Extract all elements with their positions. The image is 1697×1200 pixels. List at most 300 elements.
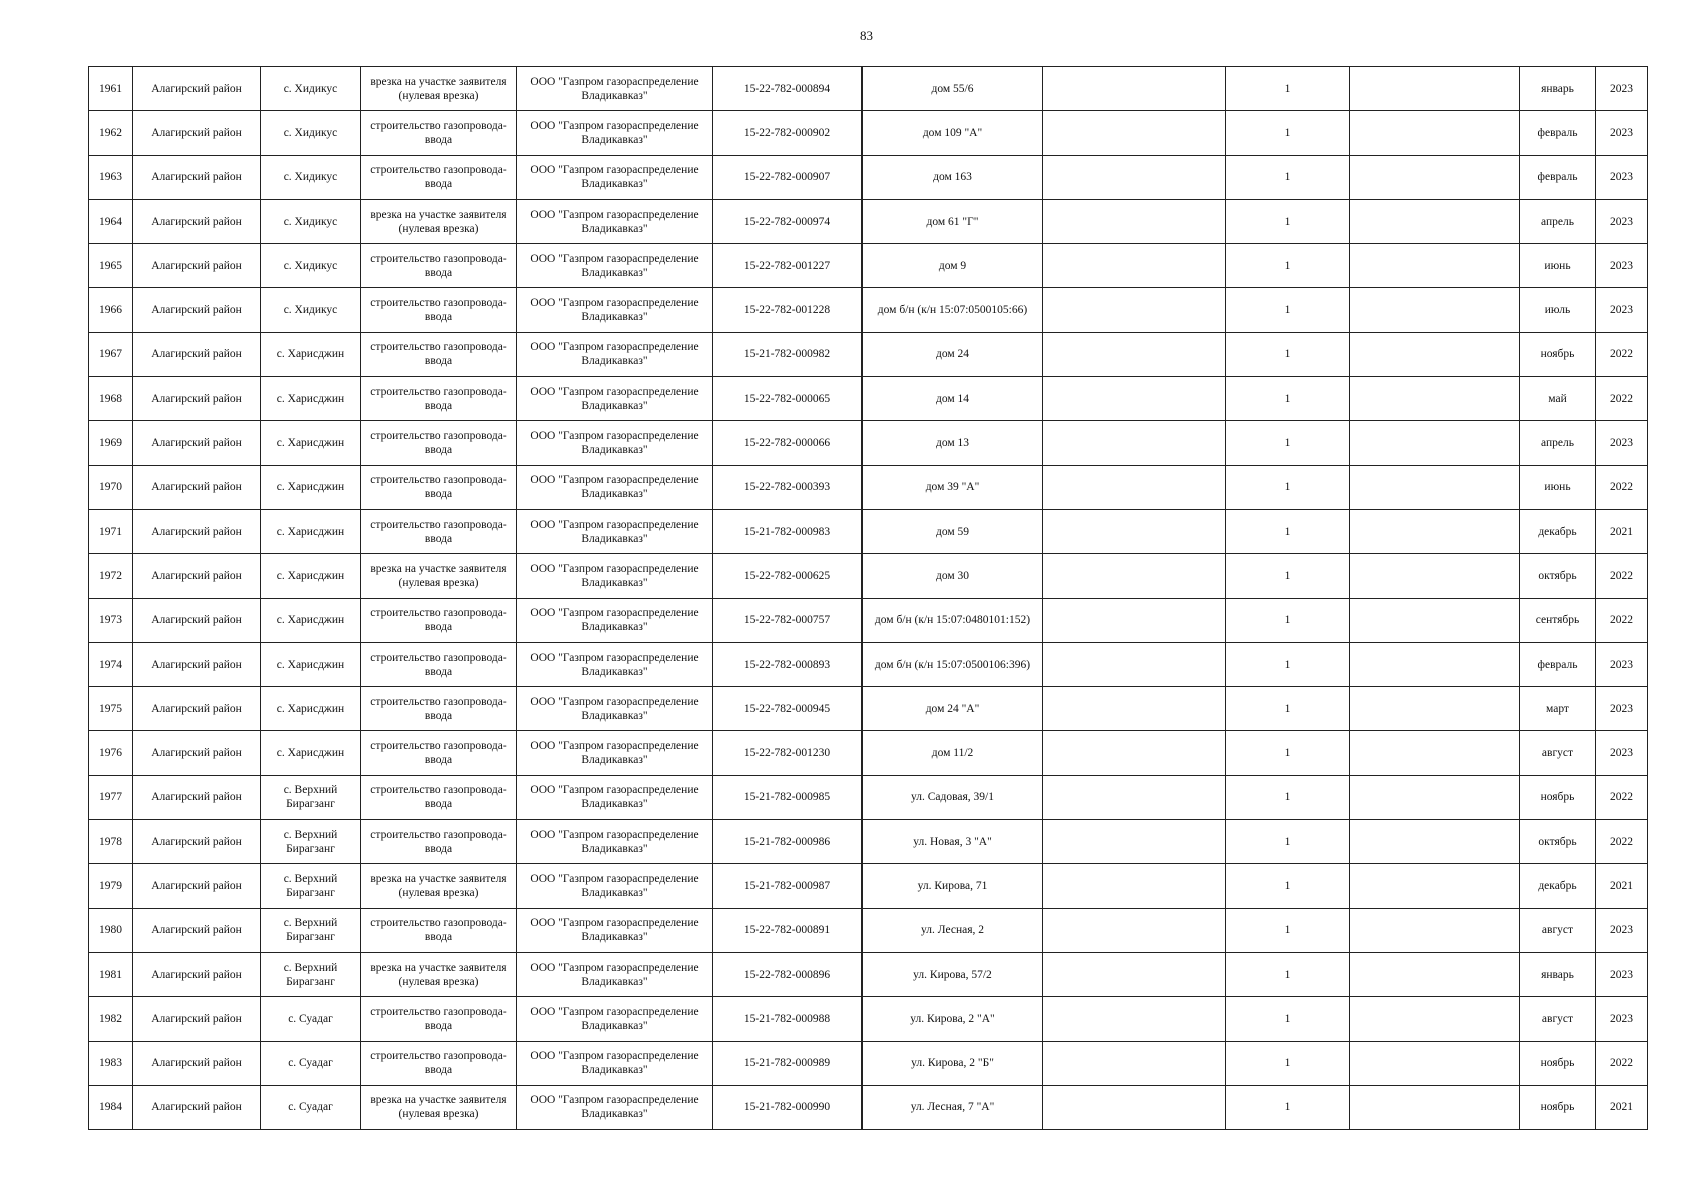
year-cell: 2023 bbox=[1596, 199, 1648, 243]
work-type-cell: строительство газопровода-ввода bbox=[361, 687, 517, 731]
blank-cell bbox=[1043, 465, 1226, 509]
work-type-cell: строительство газопровода-ввода bbox=[361, 908, 517, 952]
month-cell: ноябрь bbox=[1520, 1085, 1596, 1129]
request-code-cell: 15-21-782-000983 bbox=[713, 509, 862, 553]
request-code-cell: 15-22-782-001227 bbox=[713, 244, 862, 288]
year-cell: 2022 bbox=[1596, 820, 1648, 864]
settlement-cell: с. Харисджин bbox=[261, 731, 361, 775]
year-cell: 2023 bbox=[1596, 155, 1648, 199]
month-cell: декабрь bbox=[1520, 509, 1596, 553]
year-cell: 2023 bbox=[1596, 67, 1648, 111]
row-number-cell: 1976 bbox=[89, 731, 133, 775]
row-number-cell: 1974 bbox=[89, 642, 133, 686]
settlement-cell: с. Хидикус bbox=[261, 288, 361, 332]
year-cell: 2023 bbox=[1596, 687, 1648, 731]
month-cell: март bbox=[1520, 687, 1596, 731]
organization-cell: ООО "Газпром газораспределение Владикавказ" bbox=[517, 111, 713, 155]
year-cell: 2023 bbox=[1596, 244, 1648, 288]
request-code-cell: 15-22-782-000757 bbox=[713, 598, 862, 642]
blank-cell bbox=[1043, 111, 1226, 155]
month-cell: апрель bbox=[1520, 199, 1596, 243]
work-type-cell: врезка на участке заявителя (нулевая врезка) bbox=[361, 864, 517, 908]
blank-cell bbox=[1350, 421, 1520, 465]
table-row bbox=[89, 199, 1648, 243]
month-cell: август bbox=[1520, 997, 1596, 1041]
organization-cell: ООО "Газпром газораспределение Владикавказ" bbox=[517, 1041, 713, 1085]
organization-cell: ООО "Газпром газораспределение Владикавказ" bbox=[517, 155, 713, 199]
row-number-cell: 1971 bbox=[89, 509, 133, 553]
table-row bbox=[89, 908, 1648, 952]
blank-cell bbox=[1043, 598, 1226, 642]
month-cell: декабрь bbox=[1520, 864, 1596, 908]
table-row bbox=[89, 864, 1648, 908]
table-row bbox=[89, 554, 1648, 598]
quantity-cell: 1 bbox=[1226, 554, 1350, 598]
table-row bbox=[89, 687, 1648, 731]
address-cell: дом 11/2 bbox=[863, 731, 1043, 775]
year-cell: 2022 bbox=[1596, 554, 1648, 598]
district-cell: Алагирский район bbox=[133, 421, 261, 465]
quantity-cell: 1 bbox=[1226, 997, 1350, 1041]
quantity-cell: 1 bbox=[1226, 67, 1350, 111]
blank-cell bbox=[1043, 731, 1226, 775]
settlement-cell: с. Верхний Бирагзанг bbox=[261, 775, 361, 819]
table-row bbox=[89, 288, 1648, 332]
month-cell: май bbox=[1520, 377, 1596, 421]
blank-cell bbox=[1350, 67, 1520, 111]
settlement-cell: с. Суадаг bbox=[261, 997, 361, 1041]
district-cell: Алагирский район bbox=[133, 155, 261, 199]
blank-cell bbox=[1350, 199, 1520, 243]
district-cell: Алагирский район bbox=[133, 908, 261, 952]
work-type-cell: строительство газопровода-ввода bbox=[361, 731, 517, 775]
quantity-cell: 1 bbox=[1226, 155, 1350, 199]
blank-cell bbox=[1043, 67, 1226, 111]
quantity-cell: 1 bbox=[1226, 1041, 1350, 1085]
organization-cell: ООО "Газпром газораспределение Владикавказ" bbox=[517, 687, 713, 731]
organization-cell: ООО "Газпром газораспределение Владикавказ" bbox=[517, 864, 713, 908]
address-cell: дом б/н (к/н 15:07:0500105:66) bbox=[863, 288, 1043, 332]
address-cell: дом 163 bbox=[863, 155, 1043, 199]
quantity-cell: 1 bbox=[1226, 775, 1350, 819]
address-cell: ул. Кирова, 2 "А" bbox=[863, 997, 1043, 1041]
request-code-cell: 15-21-782-000990 bbox=[713, 1085, 862, 1129]
table-row bbox=[89, 244, 1648, 288]
row-number-cell: 1961 bbox=[89, 67, 133, 111]
year-cell: 2023 bbox=[1596, 111, 1648, 155]
quantity-cell: 1 bbox=[1226, 421, 1350, 465]
blank-cell bbox=[1350, 687, 1520, 731]
district-cell: Алагирский район bbox=[133, 642, 261, 686]
settlement-cell: с. Хидикус bbox=[261, 67, 361, 111]
organization-cell: ООО "Газпром газораспределение Владикавказ" bbox=[517, 731, 713, 775]
organization-cell: ООО "Газпром газораспределение Владикавказ" bbox=[517, 332, 713, 376]
quantity-cell: 1 bbox=[1226, 731, 1350, 775]
work-type-cell: строительство газопровода-ввода bbox=[361, 465, 517, 509]
request-code-cell: 15-22-782-000625 bbox=[713, 554, 862, 598]
blank-cell bbox=[1350, 1041, 1520, 1085]
blank-cell bbox=[1043, 864, 1226, 908]
table-row bbox=[89, 465, 1648, 509]
district-cell: Алагирский район bbox=[133, 1085, 261, 1129]
month-cell: февраль bbox=[1520, 642, 1596, 686]
work-type-cell: строительство газопровода-ввода bbox=[361, 598, 517, 642]
address-cell: дом 59 bbox=[863, 509, 1043, 553]
table-row bbox=[89, 155, 1648, 199]
quantity-cell: 1 bbox=[1226, 864, 1350, 908]
work-type-cell: строительство газопровода-ввода bbox=[361, 155, 517, 199]
blank-cell bbox=[1350, 155, 1520, 199]
row-number-cell: 1972 bbox=[89, 554, 133, 598]
year-cell: 2023 bbox=[1596, 997, 1648, 1041]
district-cell: Алагирский район bbox=[133, 509, 261, 553]
district-cell: Алагирский район bbox=[133, 687, 261, 731]
blank-cell bbox=[1043, 199, 1226, 243]
district-cell: Алагирский район bbox=[133, 288, 261, 332]
request-code-cell: 15-21-782-000982 bbox=[713, 332, 862, 376]
quantity-cell: 1 bbox=[1226, 244, 1350, 288]
organization-cell: ООО "Газпром газораспределение Владикавказ" bbox=[517, 421, 713, 465]
address-cell: ул. Лесная, 7 "А" bbox=[863, 1085, 1043, 1129]
table-row bbox=[89, 377, 1648, 421]
year-cell: 2022 bbox=[1596, 598, 1648, 642]
quantity-cell: 1 bbox=[1226, 687, 1350, 731]
request-code-cell: 15-22-782-001230 bbox=[713, 731, 862, 775]
address-cell: дом 109 "А" bbox=[863, 111, 1043, 155]
work-type-cell: врезка на участке заявителя (нулевая врезка) bbox=[361, 199, 517, 243]
address-cell: ул. Кирова, 71 bbox=[863, 864, 1043, 908]
row-number-cell: 1964 bbox=[89, 199, 133, 243]
row-number-cell: 1982 bbox=[89, 997, 133, 1041]
row-number-cell: 1962 bbox=[89, 111, 133, 155]
quantity-cell: 1 bbox=[1226, 598, 1350, 642]
organization-cell: ООО "Газпром газораспределение Владикавказ" bbox=[517, 509, 713, 553]
month-cell: ноябрь bbox=[1520, 332, 1596, 376]
address-cell: дом 30 bbox=[863, 554, 1043, 598]
table-row bbox=[89, 997, 1648, 1041]
blank-cell bbox=[1043, 332, 1226, 376]
settlement-cell: с. Харисджин bbox=[261, 598, 361, 642]
request-code-cell: 15-22-782-000393 bbox=[713, 465, 862, 509]
blank-cell bbox=[1350, 775, 1520, 819]
row-number-cell: 1963 bbox=[89, 155, 133, 199]
organization-cell: ООО "Газпром газораспределение Владикавказ" bbox=[517, 820, 713, 864]
address-cell: дом 13 bbox=[863, 421, 1043, 465]
settlement-cell: с. Верхний Бирагзанг bbox=[261, 820, 361, 864]
settlement-cell: с. Харисджин bbox=[261, 687, 361, 731]
address-cell: ул. Лесная, 2 bbox=[863, 908, 1043, 952]
blank-cell bbox=[1043, 377, 1226, 421]
work-type-cell: строительство газопровода-ввода bbox=[361, 377, 517, 421]
blank-cell bbox=[1043, 952, 1226, 996]
quantity-cell: 1 bbox=[1226, 288, 1350, 332]
blank-cell bbox=[1350, 642, 1520, 686]
district-cell: Алагирский район bbox=[133, 997, 261, 1041]
blank-cell bbox=[1043, 155, 1226, 199]
district-cell: Алагирский район bbox=[133, 731, 261, 775]
settlement-cell: с. Верхний Бирагзанг bbox=[261, 908, 361, 952]
year-cell: 2023 bbox=[1596, 288, 1648, 332]
address-cell: дом 24 "А" bbox=[863, 687, 1043, 731]
row-number-cell: 1979 bbox=[89, 864, 133, 908]
request-code-cell: 15-21-782-000987 bbox=[713, 864, 862, 908]
district-cell: Алагирский район bbox=[133, 377, 261, 421]
table-row bbox=[89, 952, 1648, 996]
page-number: 83 bbox=[860, 28, 873, 43]
request-code-cell: 15-22-782-000065 bbox=[713, 377, 862, 421]
year-cell: 2023 bbox=[1596, 952, 1648, 996]
blank-cell bbox=[1043, 288, 1226, 332]
table-row bbox=[89, 332, 1648, 376]
table-row bbox=[89, 67, 1648, 111]
request-code-cell: 15-21-782-000986 bbox=[713, 820, 862, 864]
row-number-cell: 1973 bbox=[89, 598, 133, 642]
year-cell: 2022 bbox=[1596, 465, 1648, 509]
work-type-cell: строительство газопровода-ввода bbox=[361, 775, 517, 819]
blank-cell bbox=[1043, 1085, 1226, 1129]
organization-cell: ООО "Газпром газораспределение Владикавказ" bbox=[517, 775, 713, 819]
month-cell: сентябрь bbox=[1520, 598, 1596, 642]
quantity-cell: 1 bbox=[1226, 642, 1350, 686]
request-code-cell: 15-21-782-000985 bbox=[713, 775, 862, 819]
settlement-cell: с. Суадаг bbox=[261, 1041, 361, 1085]
request-code-cell: 15-22-782-000902 bbox=[713, 111, 862, 155]
organization-cell: ООО "Газпром газораспределение Владикавказ" bbox=[517, 377, 713, 421]
blank-cell bbox=[1350, 952, 1520, 996]
blank-cell bbox=[1043, 687, 1226, 731]
district-cell: Алагирский район bbox=[133, 244, 261, 288]
district-cell: Алагирский район bbox=[133, 199, 261, 243]
address-cell: дом б/н (к/н 15:07:0500106:396) bbox=[863, 642, 1043, 686]
year-cell: 2022 bbox=[1596, 377, 1648, 421]
table-row bbox=[89, 820, 1648, 864]
blank-cell bbox=[1350, 244, 1520, 288]
work-type-cell: строительство газопровода-ввода bbox=[361, 509, 517, 553]
work-type-cell: строительство газопровода-ввода bbox=[361, 332, 517, 376]
blank-cell bbox=[1350, 554, 1520, 598]
month-cell: август bbox=[1520, 908, 1596, 952]
table-row bbox=[89, 509, 1648, 553]
request-code-cell: 15-22-782-000945 bbox=[713, 687, 862, 731]
quantity-cell: 1 bbox=[1226, 820, 1350, 864]
blank-cell bbox=[1350, 288, 1520, 332]
blank-cell bbox=[1350, 598, 1520, 642]
settlement-cell: с. Харисджин bbox=[261, 421, 361, 465]
work-type-cell: строительство газопровода-ввода bbox=[361, 244, 517, 288]
quantity-cell: 1 bbox=[1226, 332, 1350, 376]
row-number-cell: 1977 bbox=[89, 775, 133, 819]
table-row bbox=[89, 421, 1648, 465]
settlement-cell: с. Хидикус bbox=[261, 244, 361, 288]
registry-table bbox=[88, 66, 1648, 1130]
blank-cell bbox=[1043, 997, 1226, 1041]
settlement-cell: с. Верхний Бирагзанг bbox=[261, 952, 361, 996]
blank-cell bbox=[1350, 377, 1520, 421]
organization-cell: ООО "Газпром газораспределение Владикавказ" bbox=[517, 465, 713, 509]
year-cell: 2022 bbox=[1596, 775, 1648, 819]
request-code-cell: 15-22-782-000891 bbox=[713, 908, 862, 952]
month-cell: октябрь bbox=[1520, 820, 1596, 864]
blank-cell bbox=[1350, 465, 1520, 509]
blank-cell bbox=[1043, 244, 1226, 288]
blank-cell bbox=[1350, 1085, 1520, 1129]
work-type-cell: строительство газопровода-ввода bbox=[361, 1041, 517, 1085]
organization-cell: ООО "Газпром газораспределение Владикавказ" bbox=[517, 1085, 713, 1129]
district-cell: Алагирский район bbox=[133, 864, 261, 908]
month-cell: июль bbox=[1520, 288, 1596, 332]
settlement-cell: с. Харисджин bbox=[261, 554, 361, 598]
table-row bbox=[89, 1085, 1648, 1129]
row-number-cell: 1965 bbox=[89, 244, 133, 288]
year-cell: 2022 bbox=[1596, 1041, 1648, 1085]
organization-cell: ООО "Газпром газораспределение Владикавказ" bbox=[517, 288, 713, 332]
year-cell: 2023 bbox=[1596, 731, 1648, 775]
year-cell: 2021 bbox=[1596, 1085, 1648, 1129]
request-code-cell: 15-22-782-000896 bbox=[713, 952, 862, 996]
settlement-cell: с. Харисджин bbox=[261, 642, 361, 686]
table-row bbox=[89, 1041, 1648, 1085]
request-code-cell: 15-22-782-000974 bbox=[713, 199, 862, 243]
work-type-cell: строительство газопровода-ввода bbox=[361, 111, 517, 155]
row-number-cell: 1980 bbox=[89, 908, 133, 952]
settlement-cell: с. Харисджин bbox=[261, 509, 361, 553]
blank-cell bbox=[1043, 820, 1226, 864]
address-cell: ул. Кирова, 2 "Б" bbox=[863, 1041, 1043, 1085]
month-cell: октябрь bbox=[1520, 554, 1596, 598]
blank-cell bbox=[1043, 509, 1226, 553]
request-code-cell: 15-21-782-000988 bbox=[713, 997, 862, 1041]
address-cell: ул. Новая, 3 "А" bbox=[863, 820, 1043, 864]
month-cell: ноябрь bbox=[1520, 1041, 1596, 1085]
quantity-cell: 1 bbox=[1226, 908, 1350, 952]
month-cell: январь bbox=[1520, 67, 1596, 111]
address-cell: дом 39 "А" bbox=[863, 465, 1043, 509]
blank-cell bbox=[1350, 509, 1520, 553]
district-cell: Алагирский район bbox=[133, 598, 261, 642]
row-number-cell: 1970 bbox=[89, 465, 133, 509]
address-cell: дом 61 "Г" bbox=[863, 199, 1043, 243]
settlement-cell: с. Харисджин bbox=[261, 377, 361, 421]
organization-cell: ООО "Газпром газораспределение Владикавказ" bbox=[517, 908, 713, 952]
table-row bbox=[89, 775, 1648, 819]
blank-cell bbox=[1350, 332, 1520, 376]
district-cell: Алагирский район bbox=[133, 554, 261, 598]
blank-cell bbox=[1350, 731, 1520, 775]
district-cell: Алагирский район bbox=[133, 775, 261, 819]
district-cell: Алагирский район bbox=[133, 465, 261, 509]
row-number-cell: 1966 bbox=[89, 288, 133, 332]
organization-cell: ООО "Газпром газораспределение Владикавказ" bbox=[517, 642, 713, 686]
row-number-cell: 1981 bbox=[89, 952, 133, 996]
table-row bbox=[89, 111, 1648, 155]
month-cell: ноябрь bbox=[1520, 775, 1596, 819]
year-cell: 2022 bbox=[1596, 332, 1648, 376]
blank-cell bbox=[1350, 908, 1520, 952]
month-cell: апрель bbox=[1520, 421, 1596, 465]
row-number-cell: 1968 bbox=[89, 377, 133, 421]
district-cell: Алагирский район bbox=[133, 111, 261, 155]
row-number-cell: 1984 bbox=[89, 1085, 133, 1129]
month-cell: июнь bbox=[1520, 465, 1596, 509]
work-type-cell: врезка на участке заявителя (нулевая врезка) bbox=[361, 1085, 517, 1129]
table-row bbox=[89, 731, 1648, 775]
settlement-cell: с. Харисджин bbox=[261, 465, 361, 509]
request-code-cell: 15-22-782-001228 bbox=[713, 288, 862, 332]
row-number-cell: 1978 bbox=[89, 820, 133, 864]
blank-cell bbox=[1350, 820, 1520, 864]
month-cell: июнь bbox=[1520, 244, 1596, 288]
row-number-cell: 1975 bbox=[89, 687, 133, 731]
request-code-cell: 15-22-782-000894 bbox=[713, 67, 862, 111]
settlement-cell: с. Хидикус bbox=[261, 155, 361, 199]
blank-cell bbox=[1043, 775, 1226, 819]
work-type-cell: строительство газопровода-ввода bbox=[361, 421, 517, 465]
year-cell: 2023 bbox=[1596, 421, 1648, 465]
blank-cell bbox=[1350, 864, 1520, 908]
settlement-cell: с. Суадаг bbox=[261, 1085, 361, 1129]
month-cell: февраль bbox=[1520, 111, 1596, 155]
year-cell: 2021 bbox=[1596, 864, 1648, 908]
blank-cell bbox=[1350, 997, 1520, 1041]
work-type-cell: врезка на участке заявителя (нулевая врезка) bbox=[361, 952, 517, 996]
organization-cell: ООО "Газпром газораспределение Владикавказ" bbox=[517, 997, 713, 1041]
address-cell: дом 55/6 bbox=[863, 67, 1043, 111]
organization-cell: ООО "Газпром газораспределение Владикавказ" bbox=[517, 952, 713, 996]
organization-cell: ООО "Газпром газораспределение Владикавказ" bbox=[517, 598, 713, 642]
request-code-cell: 15-21-782-000989 bbox=[713, 1041, 862, 1085]
year-cell: 2021 bbox=[1596, 509, 1648, 553]
request-code-cell: 15-22-782-000907 bbox=[713, 155, 862, 199]
organization-cell: ООО "Газпром газораспределение Владикавказ" bbox=[517, 554, 713, 598]
blank-cell bbox=[1043, 908, 1226, 952]
quantity-cell: 1 bbox=[1226, 465, 1350, 509]
quantity-cell: 1 bbox=[1226, 509, 1350, 553]
quantity-cell: 1 bbox=[1226, 377, 1350, 421]
district-cell: Алагирский район bbox=[133, 332, 261, 376]
address-cell: дом 9 bbox=[863, 244, 1043, 288]
district-cell: Алагирский район bbox=[133, 820, 261, 864]
work-type-cell: строительство газопровода-ввода bbox=[361, 288, 517, 332]
quantity-cell: 1 bbox=[1226, 111, 1350, 155]
blank-cell bbox=[1043, 642, 1226, 686]
blank-cell bbox=[1350, 111, 1520, 155]
settlement-cell: с. Хидикус bbox=[261, 199, 361, 243]
month-cell: август bbox=[1520, 731, 1596, 775]
work-type-cell: строительство газопровода-ввода bbox=[361, 820, 517, 864]
address-cell: дом 14 bbox=[863, 377, 1043, 421]
work-type-cell: врезка на участке заявителя (нулевая врезка) bbox=[361, 554, 517, 598]
work-type-cell: врезка на участке заявителя (нулевая врезка) bbox=[361, 67, 517, 111]
month-cell: январь bbox=[1520, 952, 1596, 996]
district-cell: Алагирский район bbox=[133, 952, 261, 996]
address-cell: ул. Кирова, 57/2 bbox=[863, 952, 1043, 996]
address-cell: дом б/н (к/н 15:07:0480101:152) bbox=[863, 598, 1043, 642]
request-code-cell: 15-22-782-000893 bbox=[713, 642, 862, 686]
blank-cell bbox=[1043, 554, 1226, 598]
row-number-cell: 1983 bbox=[89, 1041, 133, 1085]
organization-cell: ООО "Газпром газораспределение Владикавказ" bbox=[517, 67, 713, 111]
address-cell: дом 24 bbox=[863, 332, 1043, 376]
row-number-cell: 1969 bbox=[89, 421, 133, 465]
settlement-cell: с. Харисджин bbox=[261, 332, 361, 376]
month-cell: февраль bbox=[1520, 155, 1596, 199]
organization-cell: ООО "Газпром газораспределение Владикавказ" bbox=[517, 244, 713, 288]
work-type-cell: строительство газопровода-ввода bbox=[361, 642, 517, 686]
work-type-cell: строительство газопровода-ввода bbox=[361, 997, 517, 1041]
table-row bbox=[89, 598, 1648, 642]
quantity-cell: 1 bbox=[1226, 952, 1350, 996]
settlement-cell: с. Хидикус bbox=[261, 111, 361, 155]
